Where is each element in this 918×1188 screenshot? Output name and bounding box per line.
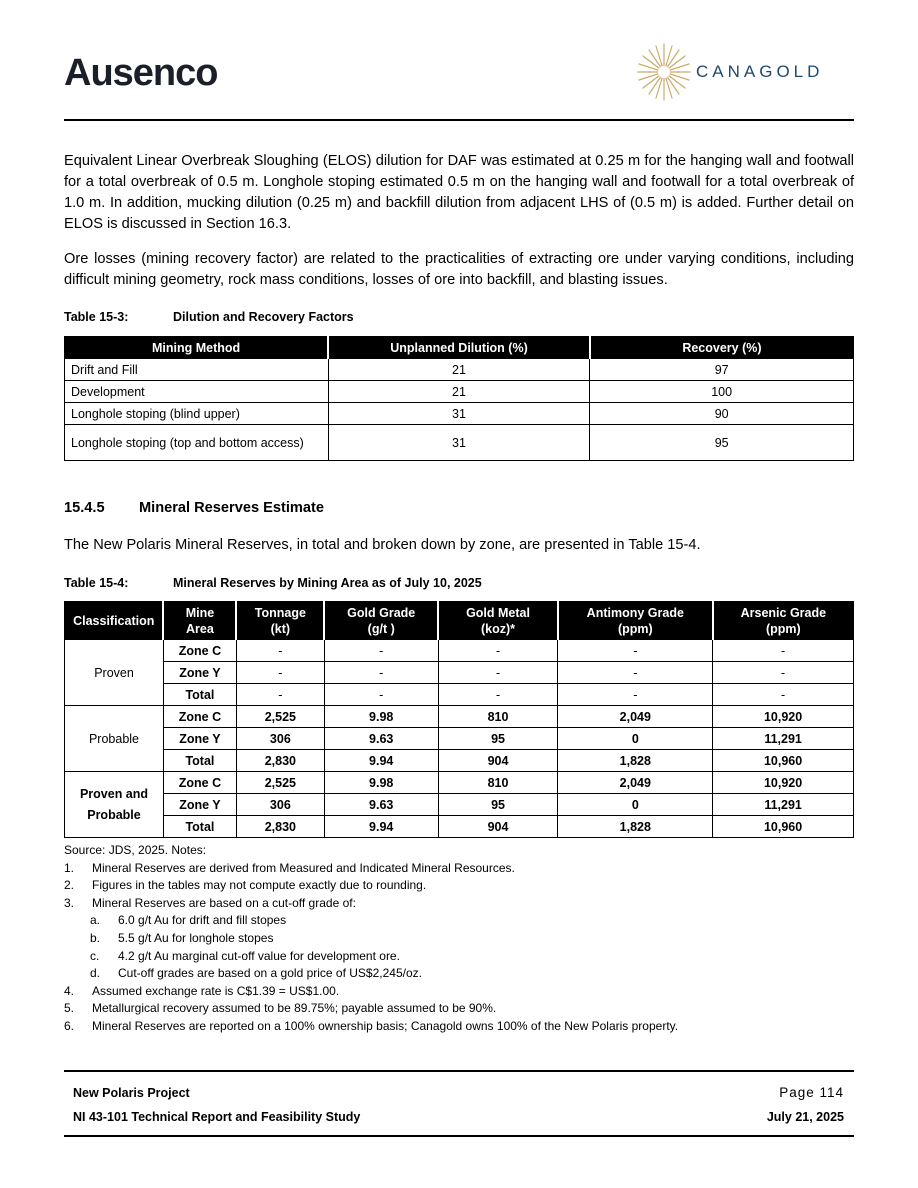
table-cell: -	[236, 662, 324, 684]
column-header: Unplanned Dilution (%)	[328, 337, 590, 359]
note-item: 4. Assumed exchange rate is C$1.39 = US$1.00.	[64, 983, 340, 998]
table-cell: 21	[328, 381, 590, 403]
table-cell: 9.94	[324, 750, 438, 772]
table-row	[65, 684, 854, 706]
table-cell: -	[324, 684, 438, 706]
note-item: 3. Mineral Reserves are based on a cut-off grade of:	[64, 895, 356, 910]
table-cell: -	[558, 662, 713, 684]
table-cell: -	[558, 640, 713, 662]
table-cell: -	[713, 684, 854, 706]
paragraph-elos: Equivalent Linear Overbreak Sloughing (ELOS) dilution for DAF was estimated at 0.25 m for the hanging wall and footwall for a total overbreak of 0.5 m. Longhole stoping estimated 0.5 m on the hanging wall and footwall for a total overbreak of 1.0 m. In addition, mucking dilution (0.25 m) and backfill dilution from adjacent LHS of (0.5 m) is added. Further detail on ELOS is discussed in Section 16.3.	[64, 153, 854, 232]
table-cell: Longhole stoping (top and bottom access)	[65, 425, 329, 461]
table-cell: -	[324, 640, 438, 662]
table-cell: 306	[236, 794, 324, 816]
table-cell: 9.63	[324, 728, 438, 750]
table-cell: Total	[163, 816, 236, 838]
canagold-logo	[634, 40, 854, 104]
table-notes	[64, 842, 678, 1036]
table-cell: 904	[438, 750, 558, 772]
table-cell: 97	[590, 359, 854, 381]
table-cell: -	[438, 640, 558, 662]
caption-number: Table 15-3:	[64, 310, 129, 324]
table-cell: 306	[236, 728, 324, 750]
footer-date: July 21, 2025	[766, 1110, 844, 1124]
table-cell: -	[236, 640, 324, 662]
table-row	[65, 794, 854, 816]
table-cell: 21	[328, 359, 590, 381]
table-cell: -	[713, 640, 854, 662]
footer-report-title: NI 43-101 Technical Report and Feasibility Study	[73, 1110, 361, 1124]
table-15-4-caption	[64, 576, 482, 590]
table-cell: Total	[163, 750, 236, 772]
column-header: Mining Method	[65, 337, 329, 359]
table-cell: Zone Y	[163, 794, 236, 816]
table-cell: 90	[590, 403, 854, 425]
notes-source: Source: JDS, 2025. Notes:	[64, 843, 207, 857]
note-subitem: b. 5.5 g/t Au for longhole stopes	[90, 930, 274, 945]
table-row	[65, 750, 854, 772]
column-header: Classification	[65, 602, 164, 640]
caption-title: Dilution and Recovery Factors	[173, 310, 354, 324]
table-cell: 31	[328, 425, 590, 461]
table-cell: Development	[65, 381, 329, 403]
caption-number: Table 15-4:	[64, 576, 129, 590]
table-cell: 1,828	[558, 816, 713, 838]
table-cell: Zone Y	[163, 662, 236, 684]
table-row	[65, 706, 854, 728]
table-row	[65, 662, 854, 684]
note-subitem: a. 6.0 g/t Au for drift and fill stopes	[90, 913, 287, 928]
table-cell: -	[438, 662, 558, 684]
table-cell: 9.63	[324, 794, 438, 816]
table-cell: 10,920	[713, 772, 854, 794]
table-cell: 10,960	[713, 750, 854, 772]
table-cell: 9.94	[324, 816, 438, 838]
table-cell: 810	[438, 772, 558, 794]
table-cell: 11,291	[713, 794, 854, 816]
table-cell: 9.98	[324, 772, 438, 794]
ausenco-logo	[64, 52, 217, 95]
note-subitem: c. 4.2 g/t Au marginal cut-off value for development ore.	[90, 948, 400, 963]
table-cell: Total	[163, 684, 236, 706]
table-row	[65, 403, 854, 425]
table-row	[65, 772, 854, 794]
dilution-recovery-table	[64, 336, 854, 461]
table-row	[65, 381, 854, 403]
table-cell: -	[558, 684, 713, 706]
table-row	[65, 728, 854, 750]
table-cell: -	[236, 684, 324, 706]
table-cell: 0	[558, 728, 713, 750]
footer-project: New Polaris Project	[73, 1086, 190, 1100]
classification-cell: Proven	[65, 640, 164, 706]
canagold-sunburst-icon	[634, 40, 694, 104]
table-cell: 2,830	[236, 816, 324, 838]
column-header: Recovery (%)	[590, 337, 854, 359]
table-cell: -	[713, 662, 854, 684]
table-cell: 2,049	[558, 706, 713, 728]
table-cell: 9.98	[324, 706, 438, 728]
table-15-3-caption	[64, 310, 354, 324]
table-cell: 10,960	[713, 816, 854, 838]
note-subitem: d. Cut-off grades are based on a gold price of US$2,245/oz.	[90, 966, 422, 981]
table-cell: 2,049	[558, 772, 713, 794]
footer-divider	[64, 1135, 854, 1137]
section-title: Mineral Reserves Estimate	[139, 500, 324, 516]
note-item: 5. Metallurgical recovery assumed to be 89.75%; payable assumed to be 90%.	[64, 1001, 497, 1016]
table-cell: Zone C	[163, 772, 236, 794]
canagold-logo-text: CANAGOLD	[696, 62, 824, 81]
footer-page-number: Page 114	[779, 1085, 844, 1100]
table-cell: 10,920	[713, 706, 854, 728]
table-cell: -	[324, 662, 438, 684]
table-cell: 1,828	[558, 750, 713, 772]
table-row	[65, 816, 854, 838]
table-cell: 810	[438, 706, 558, 728]
column-header: Gold Grade (g/t )	[324, 602, 438, 640]
table-row	[65, 640, 854, 662]
section-heading	[64, 500, 324, 516]
table-cell: 0	[558, 794, 713, 816]
column-header: Antimony Grade (ppm)	[558, 602, 713, 640]
table-cell: 95	[438, 728, 558, 750]
section-number: 15.4.5	[64, 500, 105, 516]
table-cell: Zone C	[163, 706, 236, 728]
column-header: Tonnage (kt)	[236, 602, 324, 640]
classification-cell: Proven and Probable	[65, 772, 164, 838]
table-cell: Longhole stoping (blind upper)	[65, 403, 329, 425]
table-header-row	[65, 337, 854, 359]
paragraph-ore-losses: Ore losses (mining recovery factor) are related to the practicalities of extracting ore under varying conditions, including difficult mining geometry, rock mass conditions, losses of ore into backfill, and blasting issues.	[64, 251, 854, 288]
table-cell: 2,830	[236, 750, 324, 772]
table-cell: Zone C	[163, 640, 236, 662]
note-item: 1. Mineral Reserves are derived from Measured and Indicated Mineral Resources.	[64, 860, 515, 875]
header-divider	[64, 119, 854, 121]
ausenco-logo-text: Ausenco	[64, 52, 218, 94]
table-cell: 11,291	[713, 728, 854, 750]
table-cell: -	[438, 684, 558, 706]
column-header: Arsenic Grade (ppm)	[713, 602, 854, 640]
table-cell: Zone Y	[163, 728, 236, 750]
footer-divider	[64, 1070, 854, 1072]
table-cell: 2,525	[236, 706, 324, 728]
classification-cell: Probable	[65, 706, 164, 772]
table-cell: 31	[328, 403, 590, 425]
note-item: 6. Mineral Reserves are reported on a 100% ownership basis; Canagold owns 100% of the New Polaris property.	[64, 1018, 679, 1033]
column-header: Mine Area	[163, 602, 236, 640]
table-cell: 95	[590, 425, 854, 461]
column-header: Gold Metal (koz)*	[438, 602, 558, 640]
table-cell: 100	[590, 381, 854, 403]
table-cell: Drift and Fill	[65, 359, 329, 381]
table-header-row	[65, 602, 854, 640]
caption-title: Mineral Reserves by Mining Area as of July 10, 2025	[173, 576, 482, 590]
mineral-reserves-table	[64, 601, 854, 838]
table-row	[65, 359, 854, 381]
paragraph-reserves-intro: The New Polaris Mineral Reserves, in total and broken down by zone, are presented in Table 15-4.	[64, 537, 701, 553]
table-row	[65, 425, 854, 461]
table-cell: 2,525	[236, 772, 324, 794]
table-cell: 904	[438, 816, 558, 838]
table-cell: 95	[438, 794, 558, 816]
note-item: 2. Figures in the tables may not compute exactly due to rounding.	[64, 878, 427, 893]
